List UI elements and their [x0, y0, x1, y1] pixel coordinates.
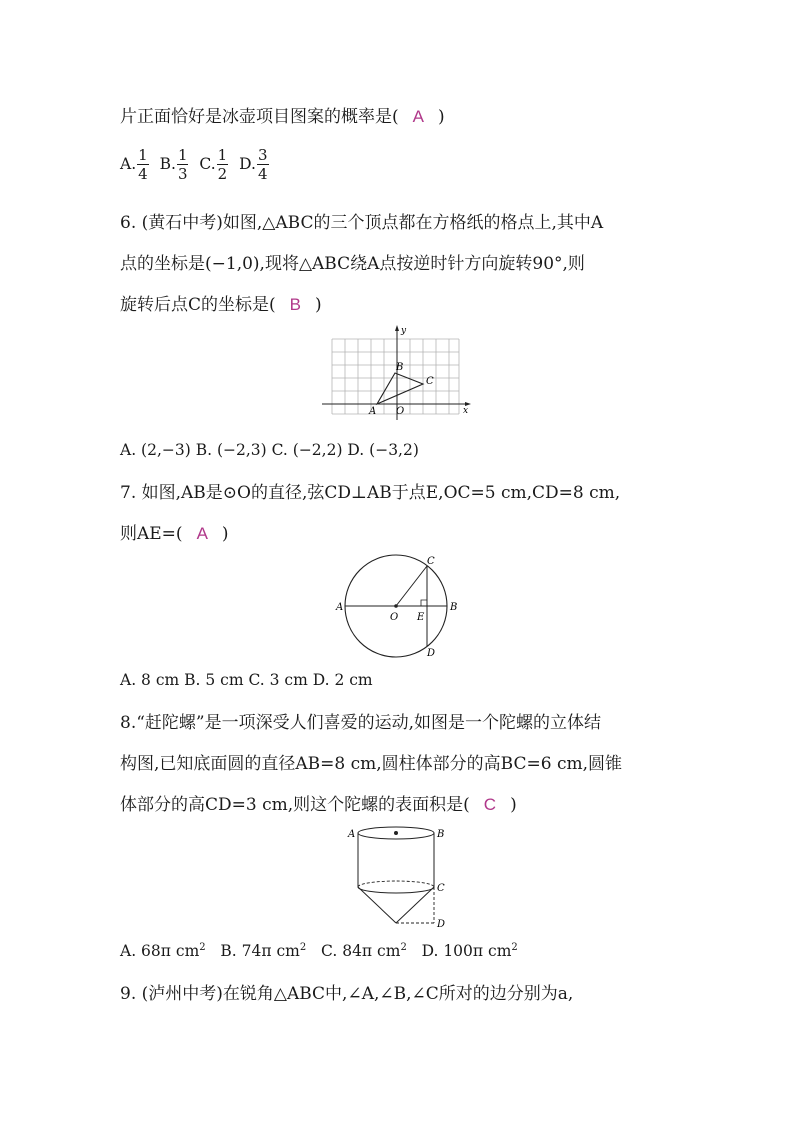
top-center-point [394, 831, 398, 835]
q8-opt-a: A. 68π $cm^2$ [120, 942, 206, 961]
q6-grid-figure [318, 322, 478, 422]
label-b: B [396, 362, 404, 373]
label-c: C [437, 883, 445, 894]
q5-opt-d: D. $\frac{3}{4}$ [239, 146, 268, 183]
q8-line3: 体部分的高CD=3 cm,则这个陀螺的表面积是( C ) [120, 795, 517, 815]
q6-line2: 点的坐标是(−1,0),现将△ABC绕A点按逆时针方向旋转90°,则 [120, 254, 585, 274]
label-d: D [437, 919, 446, 930]
q8-line1: 8.“赶陀螺”是一项深受人们喜爱的运动,如图是一个陀螺的立体结 [120, 713, 602, 733]
q7-circle-figure [330, 552, 466, 660]
label-c: C [427, 556, 435, 567]
label-x: x [463, 406, 469, 416]
q8-top-figure [340, 822, 450, 930]
q8-line2: 构图,已知底面圆的直径AB=8 cm,圆柱体部分的高BC=6 cm,圆锥 [120, 754, 623, 774]
q8-options [120, 942, 518, 960]
right-angle-mark [421, 600, 427, 606]
label-e: E [417, 612, 425, 623]
q5-answer: A [412, 107, 424, 126]
q5-options [120, 146, 275, 183]
label-a: A [348, 829, 356, 840]
label-y: y [401, 326, 407, 336]
label-a: A [369, 406, 377, 417]
q5-opt-c: C. $\frac{1}{2}$ [199, 146, 228, 183]
center-point [394, 604, 398, 608]
q7-line2: 则AE=( A ) [120, 524, 229, 544]
label-o: O [396, 406, 405, 417]
q6-options: A. (2,−3) B. (−2,3) C. (−2,2) D. (−3,2) [120, 441, 419, 459]
q5-opt-a: A. $\frac{1}{4}$ [120, 146, 148, 183]
q8-opt-c: C. 84π $cm^2$ [321, 942, 407, 961]
label-d: D [427, 648, 436, 659]
grid-lines [332, 339, 459, 414]
label-b: B [437, 829, 445, 840]
q5-stem [120, 106, 445, 128]
q8-opt-b: B. 74π $cm^2$ [220, 942, 307, 961]
q9-line1: 9. (泸州中考)在锐角△ABC中,∠A,∠B,∠C所对的边分别为a, [120, 984, 574, 1004]
q6-line1: 6. (黄石中考)如图,△ABC的三个顶点都在方格纸的格点上,其中A [120, 213, 604, 233]
q5-close: ) [437, 107, 445, 127]
q6-answer: B [289, 295, 301, 314]
label-o: O [390, 612, 399, 623]
q8-opt-d: D. 100π $cm^2$ [421, 942, 518, 961]
q5-opt-b: B. $\frac{1}{3}$ [159, 146, 188, 183]
q6-line3: 旋转后点C的坐标是( B ) [120, 295, 322, 315]
q8-answer: C [483, 795, 497, 814]
q5-stem-text: 片正面恰好是冰壶项目图案的概率是( [120, 107, 399, 127]
bottom-ellipse-front [358, 887, 434, 893]
q7-answer: A [196, 524, 208, 543]
bottom-ellipse-back [358, 881, 434, 887]
q7-line1: 7. 如图,AB是⊙O的直径,弦CD⊥AB于点E,OC=5 cm,CD=8 cm, [120, 483, 621, 503]
label-a: A [336, 602, 344, 613]
q7-options: A. 8 cm B. 5 cm C. 3 cm D. 2 cm [120, 671, 373, 689]
label-b: B [450, 602, 458, 613]
label-c: C [426, 376, 434, 387]
